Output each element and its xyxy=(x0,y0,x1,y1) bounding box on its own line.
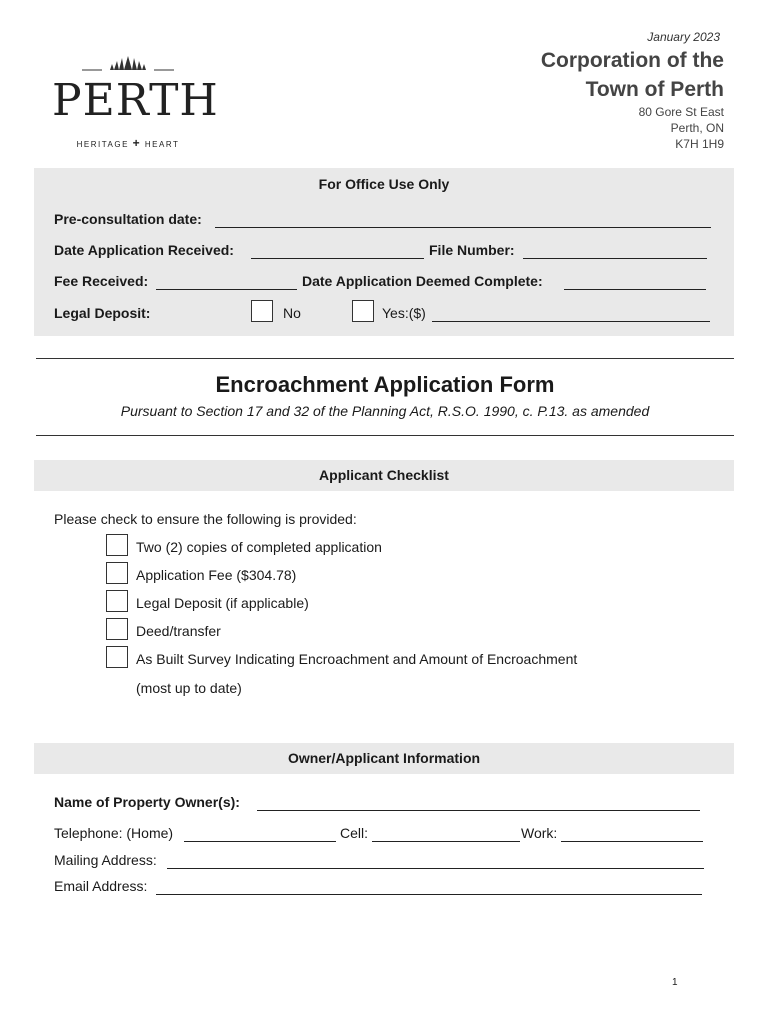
deemed-complete-label: Date Application Deemed Complete: xyxy=(302,273,543,289)
checklist-item: As Built Survey Indicating Encroachment and Amount of Encroachment xyxy=(136,651,578,667)
org-name-line1: Corporation of the xyxy=(540,49,724,72)
preconsult-label: Pre-consultation date: xyxy=(54,211,202,227)
plus-icon: + xyxy=(132,136,142,150)
logo-wordmark: PERTH xyxy=(52,75,219,126)
address-street: 80 Gore St East xyxy=(638,105,724,119)
perth-logo xyxy=(52,48,219,152)
title-rule-bottom xyxy=(36,435,734,436)
document-date: January 2023 xyxy=(647,30,720,44)
mailing-address-field[interactable] xyxy=(167,868,704,869)
checklist-item: Two (2) copies of completed application xyxy=(136,539,382,555)
work-field[interactable] xyxy=(561,841,703,842)
title-rule-top xyxy=(36,358,734,359)
checklist-header xyxy=(34,460,734,491)
legal-deposit-no-checkbox[interactable] xyxy=(251,300,273,322)
cell-label: Cell: xyxy=(340,825,369,841)
address-postal: K7H 1H9 xyxy=(675,137,724,151)
mailing-address-label: Mailing Address: xyxy=(54,852,157,868)
office-use-title: For Office Use Only xyxy=(318,176,450,192)
email-address-label: Email Address: xyxy=(54,878,148,894)
checklist-checkbox[interactable] xyxy=(106,562,128,584)
checklist-intro: Please check to ensure the following is provided: xyxy=(54,511,357,527)
checklist-item: Legal Deposit (if applicable) xyxy=(136,595,309,611)
organization-name xyxy=(541,46,724,104)
organization-address xyxy=(639,104,724,152)
telephone-label: Telephone: (Home) xyxy=(54,825,174,841)
checklist-checkbox[interactable] xyxy=(106,534,128,556)
checklist-item: Deed/transfer xyxy=(136,623,221,639)
email-address-field[interactable] xyxy=(156,894,702,895)
address-city: Perth, ON xyxy=(670,121,724,135)
deemed-complete-field[interactable] xyxy=(564,289,706,290)
legal-deposit-yes-checkbox[interactable] xyxy=(352,300,374,322)
form-title: Encroachment Application Form xyxy=(215,372,555,397)
preconsult-field[interactable] xyxy=(215,227,711,228)
legal-deposit-yes-label: Yes:($) xyxy=(382,305,426,321)
checklist-checkbox[interactable] xyxy=(106,590,128,612)
checklist-checkbox[interactable] xyxy=(106,646,128,668)
file-number-field[interactable] xyxy=(523,258,707,259)
owner-info-header xyxy=(34,743,734,774)
office-use-section xyxy=(34,168,734,336)
tagline-heart: HEART xyxy=(144,140,180,149)
checklist-item: Application Fee ($304.78) xyxy=(136,567,297,583)
owner-info-title: Owner/Applicant Information xyxy=(287,750,481,766)
date-received-label: Date Application Received: xyxy=(54,242,234,258)
file-number-label: File Number: xyxy=(429,242,515,258)
fee-received-field[interactable] xyxy=(156,289,297,290)
checklist-checkbox[interactable] xyxy=(106,618,128,640)
page-number: 1 xyxy=(672,977,678,988)
logo-tagline xyxy=(52,136,204,150)
cell-field[interactable] xyxy=(372,841,520,842)
legal-deposit-label: Legal Deposit: xyxy=(54,305,151,321)
org-name-line2: Town of Perth xyxy=(585,78,724,101)
checklist-title: Applicant Checklist xyxy=(319,467,449,483)
work-label: Work: xyxy=(521,825,558,841)
tagline-heritage: HERITAGE xyxy=(76,140,129,149)
legal-deposit-no-label: No xyxy=(283,305,301,321)
date-received-field[interactable] xyxy=(251,258,424,259)
telephone-field[interactable] xyxy=(184,841,336,842)
legal-deposit-amount-field[interactable] xyxy=(432,321,710,322)
fee-received-label: Fee Received: xyxy=(54,273,149,289)
owner-name-field[interactable] xyxy=(257,810,700,811)
checklist-item-continuation: (most up to date) xyxy=(136,680,242,696)
owner-name-label: Name of Property Owner(s): xyxy=(54,794,240,810)
form-subtitle: Pursuant to Section 17 and 32 of the Planning Act, R.S.O. 1990, c. P.13. as amended xyxy=(120,403,650,419)
